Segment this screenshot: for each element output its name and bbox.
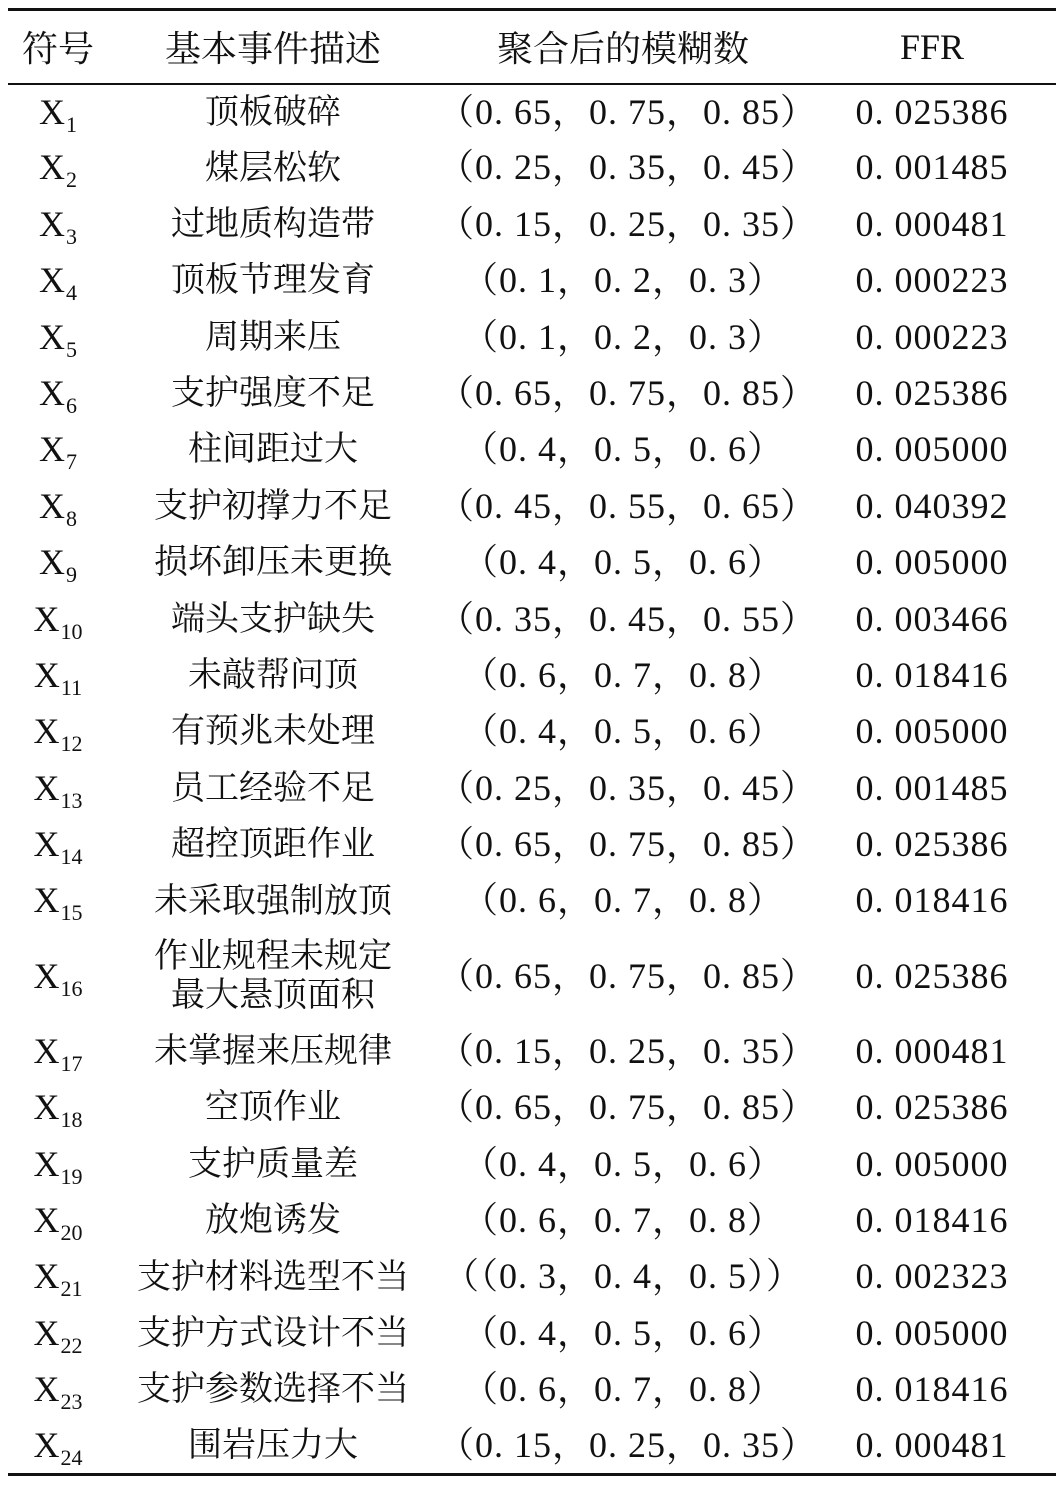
symbol-base: X — [39, 429, 65, 470]
description-line: 超控顶距作业 — [171, 824, 375, 865]
fuzzy-number-cell — [438, 535, 808, 591]
symbol-subscript: 4 — [66, 280, 77, 306]
fuzzy-number-cell — [438, 873, 808, 929]
table-row — [8, 422, 1056, 478]
table-row — [8, 365, 1056, 421]
fuzzy-number-cell — [438, 1418, 818, 1474]
header-fuzzy-number: 聚合后的模糊数 — [438, 10, 808, 84]
symbol-cell — [8, 760, 108, 816]
description-cell — [108, 591, 438, 647]
symbol-cell — [8, 1305, 108, 1361]
ffr-cell — [808, 647, 1056, 703]
symbol-cell — [8, 253, 108, 309]
description-line: 未掌握来压规律 — [154, 1031, 392, 1071]
symbol-cell — [8, 929, 108, 1023]
ffr-cell — [808, 140, 1056, 196]
table-row — [8, 1193, 1056, 1249]
symbol-cell — [8, 704, 108, 760]
fuzzy-number-cell — [438, 647, 808, 703]
description-line: 损坏卸压未更换 — [154, 542, 392, 583]
symbol-subscript: 16 — [60, 975, 83, 1001]
symbol-base: X — [39, 485, 65, 526]
symbol-base: X — [33, 1087, 60, 1128]
fuzzy-number-value: （0. 65，0. 75，0. 85） — [438, 372, 818, 413]
symbol-cell — [8, 873, 108, 929]
description-cell — [108, 309, 438, 365]
description-line: 围岩压力大 — [188, 1424, 358, 1465]
ffr-value: 0. 003466 — [855, 598, 1009, 639]
symbol-base: X — [33, 1312, 60, 1353]
symbol-subscript: 21 — [60, 1276, 83, 1302]
ffr-cell — [808, 1362, 1056, 1418]
symbol-cell — [8, 84, 108, 140]
symbol-subscript: 23 — [60, 1389, 83, 1415]
ffr-value: 0. 000481 — [855, 203, 1009, 244]
table-row — [8, 1362, 1056, 1418]
table-row — [8, 760, 1056, 816]
ffr-cell — [808, 1193, 1056, 1249]
fuzzy-number-value: （0. 45，0. 55，0. 65） — [438, 485, 818, 526]
symbol-cell — [8, 309, 108, 365]
symbol-subscript: 12 — [60, 731, 83, 757]
fuzzy-number-value: （0. 65，0. 75，0. 85） — [438, 91, 818, 132]
description-cell — [108, 1023, 438, 1079]
fuzzy-number-value: （0. 4，0. 5，0. 6） — [461, 542, 784, 583]
description-cell — [108, 760, 438, 816]
ffr-cell — [808, 591, 1056, 647]
ffr-value: 0. 000481 — [855, 1030, 1009, 1071]
ffr-value: 0. 000223 — [855, 260, 1009, 301]
table-row — [8, 140, 1056, 196]
symbol-base: X — [39, 260, 65, 301]
table-body — [8, 84, 1056, 1475]
description-line: 空顶作业 — [205, 1087, 341, 1128]
symbol-subscript: 2 — [66, 167, 77, 193]
ffr-value: 0. 018416 — [855, 654, 1009, 695]
ffr-value: 0. 001485 — [855, 767, 1009, 808]
description-line: 支护质量差 — [188, 1143, 358, 1184]
symbol-cell — [8, 591, 108, 647]
ffr-value: 0. 025386 — [855, 91, 1009, 132]
ffr-cell — [808, 196, 1056, 252]
description-line: 支护方式设计不当 — [137, 1312, 409, 1353]
description-cell — [108, 1136, 438, 1192]
description-line: 周期来压 — [205, 316, 341, 357]
fuzzy-number-cell — [438, 140, 818, 196]
symbol-subscript: 7 — [66, 449, 77, 475]
fuzzy-number-cell — [438, 422, 808, 478]
ffr-value: 0. 025386 — [855, 955, 1009, 996]
ffr-value: 0. 001485 — [855, 147, 1009, 188]
ffr-cell — [808, 1080, 1056, 1136]
fuzzy-number-cell — [438, 1362, 808, 1418]
ffr-cell — [808, 309, 1056, 365]
symbol-base: X — [39, 372, 65, 413]
table-row — [8, 478, 1056, 534]
ffr-value: 0. 025386 — [855, 372, 1009, 413]
table-row — [8, 929, 1056, 1023]
fuzzy-number-cell — [438, 196, 818, 252]
fuzzy-number-cell — [438, 1193, 808, 1249]
description-cell — [108, 535, 438, 591]
symbol-cell — [8, 196, 108, 252]
symbol-cell — [8, 817, 108, 873]
fuzzy-number-cell — [438, 760, 818, 816]
table-header — [8, 10, 1056, 84]
symbol-subscript: 22 — [60, 1332, 83, 1358]
fuzzy-number-cell — [438, 1080, 818, 1136]
header-symbol: 符号 — [8, 10, 108, 84]
ffr-value: 0. 018416 — [855, 1369, 1009, 1410]
symbol-subscript: 20 — [60, 1220, 83, 1246]
description-cell — [108, 1305, 438, 1361]
fuzzy-number-value: （0. 4，0. 5，0. 6） — [461, 1143, 784, 1184]
table-row — [8, 1418, 1056, 1474]
description-cell — [108, 140, 438, 196]
table-row — [8, 1136, 1056, 1192]
description-cell — [108, 929, 438, 1023]
ffr-cell — [808, 817, 1056, 873]
fuzzy-number-cell — [438, 817, 818, 873]
ffr-value: 0. 025386 — [855, 1087, 1009, 1128]
fuzzy-number-value: （0. 4，0. 5，0. 6） — [461, 1312, 784, 1353]
ffr-cell — [808, 422, 1056, 478]
symbol-base: X — [33, 1256, 60, 1297]
description-line: 作业规程未规定 — [154, 936, 392, 977]
description-cell — [108, 365, 438, 421]
symbol-cell — [8, 1080, 108, 1136]
table-row — [8, 535, 1056, 591]
fuzzy-number-value: （0. 65，0. 75，0. 85） — [438, 824, 818, 865]
ffr-cell — [808, 365, 1056, 421]
symbol-subscript: 3 — [66, 223, 77, 249]
table-row — [8, 647, 1056, 703]
fuzzy-number-value: （0. 6，0. 7，0. 8） — [461, 1200, 784, 1241]
table-row — [8, 1305, 1056, 1361]
symbol-subscript: 14 — [60, 844, 83, 870]
description-cell — [108, 196, 438, 252]
table-row — [8, 253, 1056, 309]
fuzzy-number-cell — [438, 929, 818, 1023]
description-cell — [108, 1080, 438, 1136]
description-line: 柱间距过大 — [188, 429, 358, 470]
ffr-cell — [808, 704, 1056, 760]
ffr-cell — [808, 929, 1056, 1023]
table-row — [8, 873, 1056, 929]
ffr-value: 0. 005000 — [855, 1312, 1009, 1353]
description-cell — [108, 84, 438, 140]
symbol-cell — [8, 1023, 108, 1079]
ffr-value: 0. 005000 — [855, 429, 1009, 470]
symbol-subscript: 1 — [66, 111, 77, 137]
ffr-cell — [808, 760, 1056, 816]
description-line: 支护参数选择不当 — [137, 1369, 409, 1410]
table-row — [8, 1080, 1056, 1136]
symbol-cell — [8, 1418, 108, 1474]
fuzzy-number-cell — [438, 253, 808, 309]
description-cell — [108, 253, 438, 309]
ffr-value: 0. 005000 — [855, 711, 1009, 752]
symbol-cell — [8, 478, 108, 534]
fuzzy-number-value: （0. 6，0. 7，0. 8） — [461, 1369, 784, 1410]
symbol-cell — [8, 1193, 108, 1249]
table-row — [8, 1023, 1056, 1079]
symbol-subscript: 15 — [60, 900, 83, 926]
symbol-subscript: 19 — [60, 1163, 83, 1189]
symbol-subscript: 5 — [66, 336, 77, 362]
ffr-value: 0. 000223 — [855, 316, 1009, 357]
fuzzy-number-value: （0. 25，0. 35，0. 45） — [438, 147, 818, 188]
ffr-value: 0. 005000 — [855, 1143, 1009, 1184]
symbol-subscript: 13 — [60, 787, 83, 813]
description-line: 员工经验不足 — [171, 767, 375, 808]
symbol-base: X — [39, 203, 65, 244]
fuzzy-number-cell — [438, 1023, 818, 1079]
header-row — [8, 10, 1056, 84]
ffr-cell — [808, 1305, 1056, 1361]
description-line: 支护初撑力不足 — [154, 485, 392, 526]
description-line: 顶板节理发育 — [171, 260, 375, 301]
symbol-cell — [8, 422, 108, 478]
symbol-cell — [8, 1136, 108, 1192]
symbol-base: X — [33, 1200, 60, 1241]
ffr-cell — [808, 1023, 1056, 1079]
ffr-value: 0. 018416 — [855, 880, 1009, 921]
fuzzy-number-cell — [438, 1136, 808, 1192]
ffr-cell — [808, 478, 1056, 534]
description-cell — [108, 817, 438, 873]
description-cell — [108, 647, 438, 703]
ffr-value: 0. 040392 — [855, 485, 1009, 526]
ffr-cell — [808, 1136, 1056, 1192]
symbol-base: X — [33, 1369, 60, 1410]
description-cell — [108, 1249, 438, 1305]
symbol-cell — [8, 365, 108, 421]
fuzzy-number-value: （（0. 3，0. 4，0. 5）） — [442, 1256, 803, 1297]
table-row — [8, 704, 1056, 760]
ffr-cell — [808, 253, 1056, 309]
description-cell — [108, 873, 438, 929]
fuzzy-number-value: （0. 6，0. 7，0. 8） — [461, 880, 784, 921]
description-cell — [108, 422, 438, 478]
symbol-cell — [8, 1362, 108, 1418]
description-line: 有预兆未处理 — [171, 711, 375, 752]
fuzzy-number-cell — [438, 84, 818, 140]
ffr-value: 0. 025386 — [855, 824, 1009, 865]
description-cell — [108, 704, 438, 760]
description-line: 支护强度不足 — [171, 373, 375, 414]
symbol-base: X — [33, 824, 60, 865]
fuzzy-number-cell — [438, 591, 818, 647]
fuzzy-number-value: （0. 1，0. 2，0. 3） — [461, 316, 784, 357]
table-row — [8, 84, 1056, 140]
symbol-cell — [8, 1249, 108, 1305]
symbol-base: X — [33, 767, 60, 808]
ffr-value: 0. 002323 — [855, 1256, 1009, 1297]
symbol-cell — [8, 535, 108, 591]
symbol-base: X — [33, 711, 60, 752]
ffr-cell — [808, 873, 1056, 929]
symbol-base: X — [33, 880, 60, 921]
fuzzy-number-value: （0. 65，0. 75，0. 85） — [438, 955, 818, 996]
fuzzy-number-value: （0. 4，0. 5，0. 6） — [461, 429, 784, 470]
ffr-cell — [808, 535, 1056, 591]
symbol-base: X — [33, 1143, 60, 1184]
ffr-cell — [808, 1418, 1056, 1474]
description-line: 支护材料选型不当 — [137, 1256, 409, 1297]
fuzzy-number-value: （0. 25，0. 35，0. 45） — [438, 767, 818, 808]
description-line: 未敲帮问顶 — [188, 655, 358, 696]
symbol-cell — [8, 647, 108, 703]
description-line: 端头支护缺失 — [171, 598, 375, 639]
symbol-subscript: 17 — [60, 1050, 83, 1076]
description-cell — [108, 478, 438, 534]
symbol-subscript: 24 — [60, 1444, 83, 1470]
table-row — [8, 591, 1056, 647]
table-row — [8, 1249, 1056, 1305]
header-description: 基本事件描述 — [108, 10, 438, 84]
fuzzy-number-value: （0. 15，0. 25，0. 35） — [438, 1424, 818, 1465]
header-ffr: FFR — [808, 10, 1056, 84]
symbol-subscript: 6 — [66, 392, 77, 418]
description-line: 最大悬顶面积 — [171, 975, 375, 1016]
description-line: 放炮诱发 — [205, 1200, 341, 1241]
ffr-value: 0. 000481 — [855, 1424, 1009, 1465]
fuzzy-number-cell — [438, 1249, 808, 1305]
basic-events-table — [8, 8, 1056, 1476]
table-row — [8, 817, 1056, 873]
table-row — [8, 196, 1056, 252]
description-line: 煤层松软 — [205, 147, 341, 188]
fuzzy-number-value: （0. 15，0. 25，0. 35） — [438, 203, 818, 244]
symbol-base: X — [39, 91, 65, 132]
symbol-base: X — [33, 1424, 60, 1465]
description-cell — [108, 1362, 438, 1418]
symbol-base: X — [33, 598, 60, 639]
fuzzy-number-cell — [438, 478, 818, 534]
description-cell — [108, 1193, 438, 1249]
fuzzy-number-value: （0. 35，0. 45，0. 55） — [438, 598, 818, 639]
symbol-cell — [8, 140, 108, 196]
table-row — [8, 309, 1056, 365]
description-line: 未采取强制放顶 — [154, 880, 392, 921]
symbol-subscript: 11 — [60, 674, 83, 700]
fuzzy-number-cell — [438, 1305, 808, 1361]
description-cell — [108, 1418, 438, 1474]
symbol-base: X — [39, 316, 65, 357]
ffr-value: 0. 018416 — [855, 1200, 1009, 1241]
symbol-base: X — [39, 147, 65, 188]
symbol-base: X — [33, 1030, 60, 1071]
fuzzy-number-value: （0. 6，0. 7，0. 8） — [461, 654, 784, 695]
fuzzy-number-value: （0. 4，0. 5，0. 6） — [461, 711, 784, 752]
symbol-base: X — [33, 654, 60, 695]
symbol-subscript: 10 — [60, 618, 83, 644]
fuzzy-number-value: （0. 65，0. 75，0. 85） — [438, 1087, 818, 1128]
fuzzy-number-cell — [438, 309, 808, 365]
symbol-subscript: 9 — [66, 562, 77, 588]
fuzzy-number-value: （0. 1，0. 2，0. 3） — [461, 260, 784, 301]
description-line: 过地质构造带 — [171, 203, 375, 244]
ffr-value: 0. 005000 — [855, 542, 1009, 583]
symbol-base: X — [39, 542, 65, 583]
description-line: 顶板破碎 — [205, 91, 341, 132]
symbol-base: X — [33, 955, 60, 996]
ffr-cell — [808, 84, 1056, 140]
fuzzy-number-cell — [438, 704, 808, 760]
symbol-subscript: 18 — [60, 1107, 83, 1133]
fuzzy-number-cell — [438, 365, 818, 421]
symbol-subscript: 8 — [66, 505, 77, 531]
ffr-cell — [808, 1249, 1056, 1305]
fuzzy-number-value: （0. 15，0. 25，0. 35） — [438, 1030, 818, 1071]
